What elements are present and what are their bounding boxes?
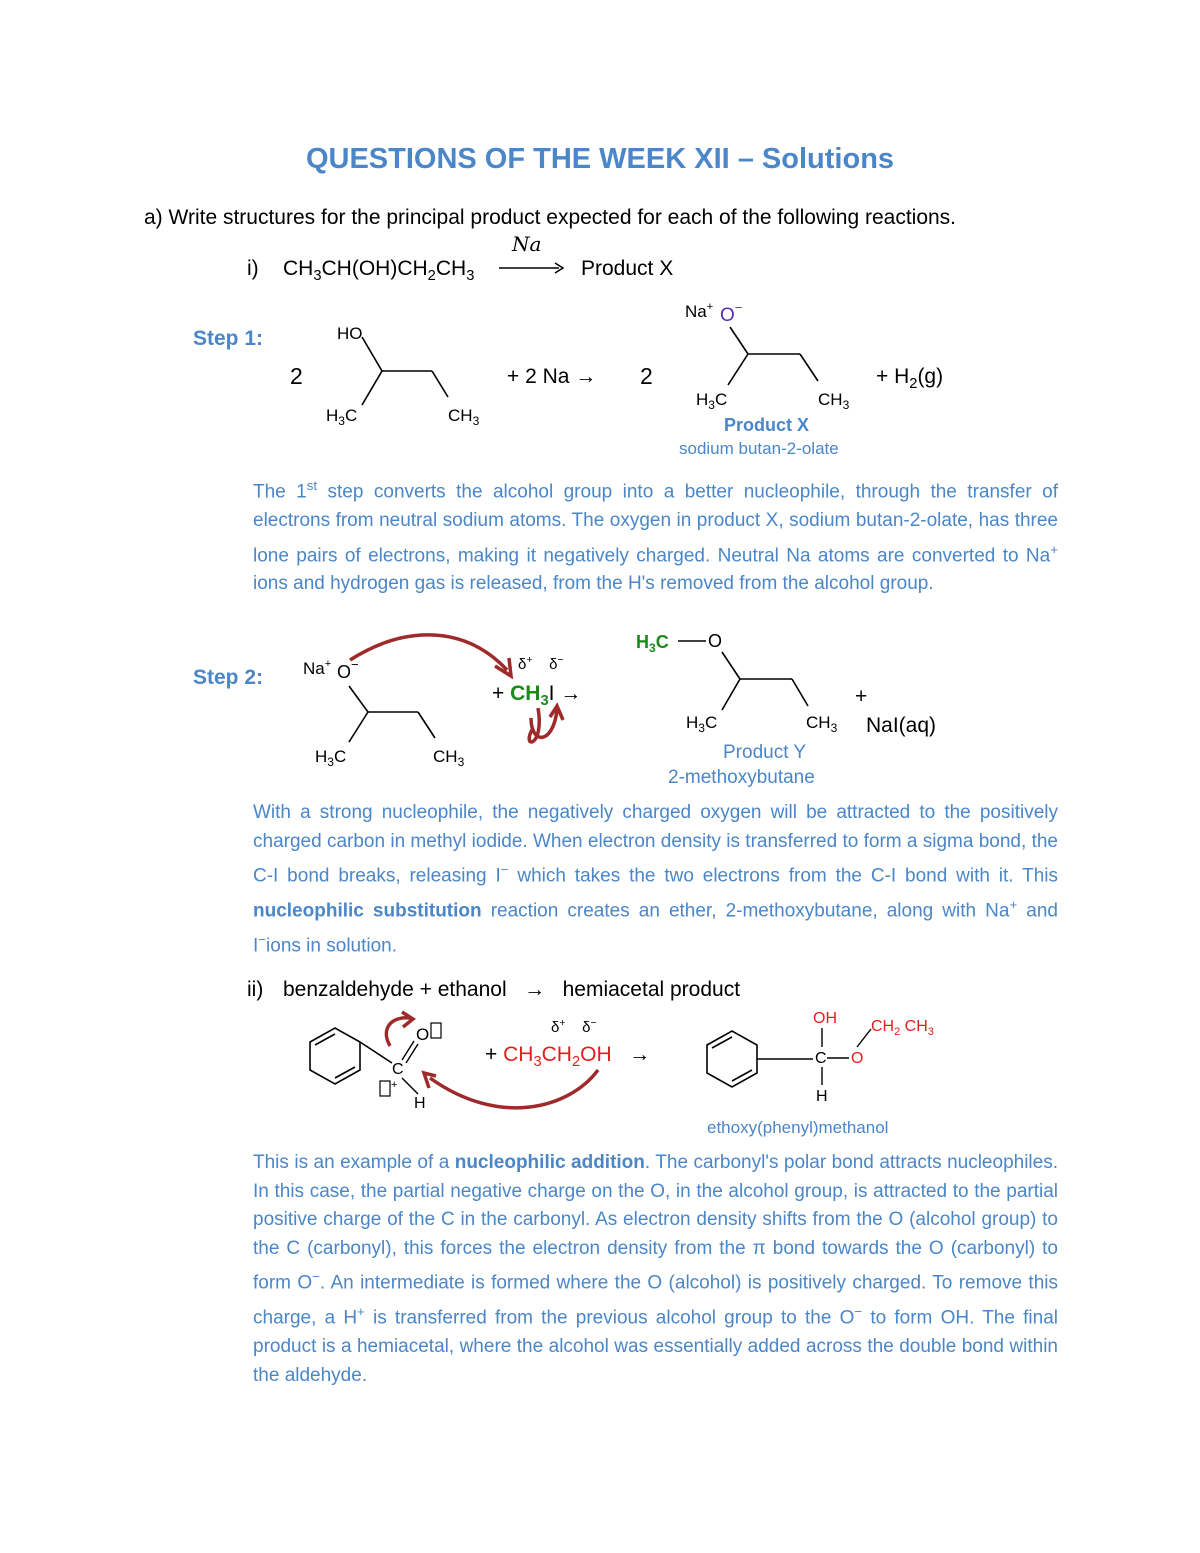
hemiacetal-structure: [695, 1003, 965, 1113]
svg-text:CH3: $CH_3$: [818, 390, 850, 412]
step2-product-iupac: 2-methoxybutane: [668, 767, 815, 788]
step1-coef-right: 2: [640, 363, 653, 389]
step2-salt: NaI(aq): [866, 714, 937, 737]
part-i-label: [247, 257, 259, 281]
step1-coef-left: 2: [290, 363, 303, 389]
svg-text:CH3: $CH_3$: [433, 747, 465, 769]
reaction-arrow: [497, 258, 569, 278]
part-i-reactant: $CH_3CH(OH)CH_2CH_3$: [283, 257, 475, 285]
svg-text:CH2 CH3: $CH_2$ $CH_3$: [871, 1018, 934, 1038]
svg-text:H3C: $H_3C$: [315, 747, 347, 769]
sodium-butan-2-olate-structure: [680, 295, 880, 420]
part-ii-partial-charges: δ+ δ−: [551, 1017, 597, 1036]
step1-plus-h2: + $H_2(g)$: [876, 365, 944, 393]
part-i-product: Product X: [581, 257, 674, 280]
part-i-number: i): [247, 257, 259, 280]
svg-text:H3C: $H_3C$: [696, 390, 728, 412]
svg-text:O: O: [416, 1025, 430, 1044]
step1-product-iupac: sodium butan-2-olate: [679, 439, 839, 458]
svg-text:O−: O−: [337, 657, 359, 682]
page-title: QUESTIONS OF THE WEEK XII – Solutions: [305, 143, 895, 175]
svg-text:H: H: [414, 1095, 426, 1112]
butan-2-ol-structure: [310, 315, 510, 430]
svg-text:Na+: Na+: [303, 658, 332, 678]
step2-plus: +: [855, 685, 868, 708]
svg-text:O: O: [851, 1050, 864, 1067]
svg-text:O: O: [708, 631, 723, 651]
step2-reagent: + $CH_3I$ →: [492, 682, 582, 710]
part-ii-reagent: + $CH_3CH_2OH$ →: [485, 1043, 651, 1071]
step1-product-name: Product X: [724, 415, 810, 435]
step2-partial-charges: δ+ δ−: [518, 654, 564, 673]
svg-text:H3C: $H_3C$: [686, 713, 718, 735]
step2-explanation: With a strong nucleophile, the negatively charged oxygen will be attracted to the positively charged carbon in methyl iodide. When electron density is transferred to form a sigma bond, the C-I bond breaks, releasing I− which takes the two electrons from the C-I bond with it. This nucleophilic substitution reaction creates an ether, 2-methoxybutane, along with Na+ and I−ions in solution.: [253, 802, 1058, 957]
part-ii-product-iupac: ethoxy(phenyl)methanol: [707, 1118, 889, 1137]
svg-text:OH: OH: [813, 1010, 837, 1027]
step1-explanation: The 1st step converts the alcohol group into a better nucleophile, through the transfer of electrons from neutral sodium atoms. The oxygen in product X, sodium butan-2-olate, has three lone pairs of electrons, making it negatively charged. Neutral Na atoms are converted to Na+ ions and hydrogen gas is released, from the H's removed from the alcohol group.: [253, 478, 1058, 595]
svg-text:H3C: $H_3C$: [326, 406, 358, 428]
step2-label: Step 2:: [193, 666, 264, 689]
svg-text:HO: HO: [337, 324, 363, 343]
2-methoxybutane-structure: [630, 622, 860, 742]
step1-plus-na: + 2 Na →: [507, 365, 597, 388]
part-ii-text: benzaldehyde + ethanol → hemiacetal product: [283, 978, 741, 1001]
svg-text:O−: O−: [720, 300, 743, 326]
svg-text:C: C: [815, 1050, 827, 1067]
part-i-reagent: Na: [512, 232, 542, 256]
question-a: a) Write structures for the principal product expected for each of the following reactions.: [144, 206, 957, 229]
part-ii-explanation: This is an example of a nucleophilic addition. The carbonyl's polar bond attracts nucleophiles. In this case, the partial negative charge on the O, in the alcohol group, is attracted to the partial positive charge of the C in the carbonyl. As electron density shifts from the O (alcohol group) to the C (carbonyl), this forces the electron density from the π bond towards the O (carbonyl) to form O−. An intermediate is formed where the O (alcohol) is positively charged. To remove this charge, a H+ is transferred from the previous alcohol group to the O− to form OH. The final product is a hemiacetal, where the alcohol was essentially added across the double bond within the aldehyde.: [253, 1152, 1058, 1386]
svg-text:H: H: [816, 1088, 828, 1105]
svg-text:C: C: [392, 1061, 404, 1078]
svg-text:CH3: $CH_3$: [806, 713, 838, 735]
svg-text:+: +: [391, 1079, 398, 1091]
svg-text:Na+: Na+: [685, 301, 714, 321]
svg-text:H3C: $H_3C$: [636, 632, 669, 655]
svg-text:CH3: $CH_3$: [448, 406, 480, 428]
part-ii-label: ii): [247, 978, 264, 1001]
step1-label: Step 1:: [193, 327, 264, 350]
step2-product-name: Product Y: [723, 742, 807, 763]
